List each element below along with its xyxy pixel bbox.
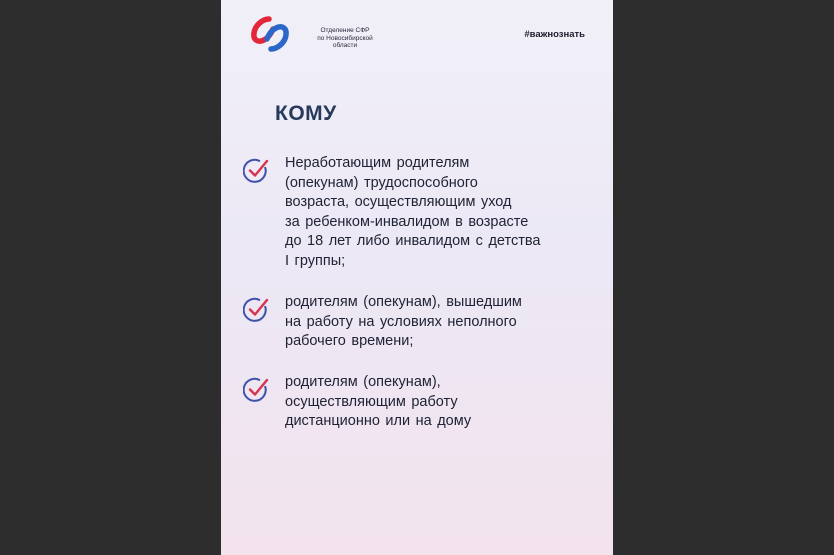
hashtag-label: #важнознать bbox=[524, 29, 585, 40]
check-circle-icon bbox=[243, 297, 269, 323]
text-line: осуществляющим работу bbox=[285, 393, 458, 410]
page-title: КОМУ bbox=[275, 102, 337, 125]
text-line: (опекунам) трудоспособного bbox=[285, 174, 478, 191]
org-line-2: по Новосибирской bbox=[317, 34, 373, 42]
list-item-text bbox=[285, 373, 590, 432]
sfr-logo-icon bbox=[249, 16, 291, 52]
text-line: до 18 лет либо инвалидом с детства bbox=[285, 233, 541, 250]
check-circle-icon bbox=[243, 377, 269, 403]
info-slide bbox=[221, 0, 613, 555]
list-item-text bbox=[285, 293, 590, 352]
text-line: рабочего времени; bbox=[285, 333, 414, 350]
text-line: возраста, осуществляющим уход bbox=[285, 194, 512, 211]
org-line-3: области bbox=[332, 42, 358, 49]
check-circle-icon bbox=[243, 158, 269, 184]
org-line-1: Отделение СФР bbox=[320, 27, 370, 34]
text-line: за ребенком-инвалидом в возрасте bbox=[285, 213, 529, 230]
text-line: на работу на условиях неполного bbox=[285, 313, 517, 330]
list-item-text bbox=[285, 154, 590, 272]
text-line: Неработающим родителям bbox=[285, 155, 470, 171]
text-line: родителям (опекунам), вышедшим bbox=[285, 294, 522, 310]
text-line: родителям (опекунам), bbox=[285, 374, 441, 390]
organization-name bbox=[305, 27, 385, 50]
text-line: дистанционно или на дому bbox=[285, 413, 472, 430]
text-line: I группы; bbox=[285, 252, 346, 269]
